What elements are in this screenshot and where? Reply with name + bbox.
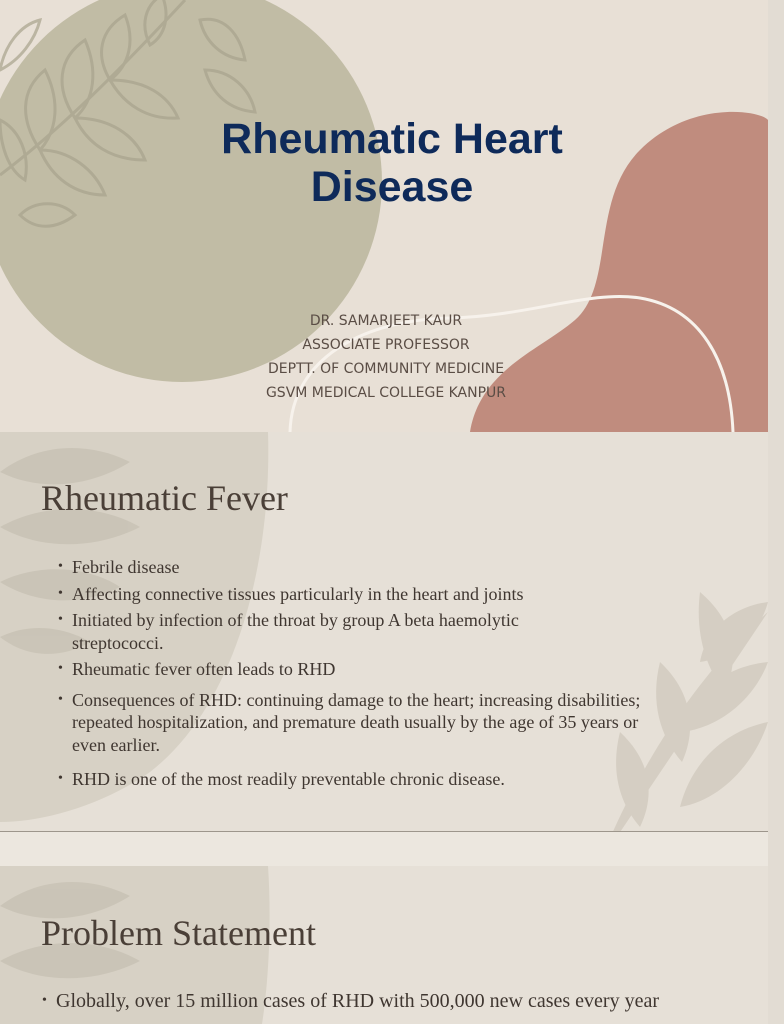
bullet-item: • Initiated by infection of the throat by group A beta haemolytic streptococci. [58,609,602,654]
problem-statement-slide [0,866,768,1024]
slide3-title: Problem Statement [41,913,316,953]
slide2-bullet-list [58,556,688,791]
author-name: DR. SAMARJEET KAUR [309,313,463,329]
slide2-title: Rheumatic Fever [41,478,288,518]
author-department: DEPTT. OF COMMUNITY MEDICINE [267,361,505,377]
slide3-bullet-list [42,989,722,1013]
bullet-item: • Consequences of RHD: continuing damage to the heart; increasing disabilities; repeated hospitalization, and premature death usually by the age of 35 years or even earlier. [58,689,672,757]
slide-separator [0,831,768,832]
slide-gap [0,832,768,866]
author-college: GSVM MEDICAL COLLEGE KANPUR [265,385,507,401]
bullet-item: • RHD is one of the most readily preventable chronic disease. [58,768,688,791]
author-block [0,309,772,405]
author-position: ASSOCIATE PROFESSOR [302,337,470,353]
presentation-title: Rheumatic Heart Disease [221,115,563,211]
rheumatic-fever-slide [0,432,768,832]
bullet-item: • Febrile disease [58,556,688,579]
bullet-item: • Affecting connective tissues particularly in the heart and joints [58,583,688,606]
title-slide [0,0,768,432]
bullet-item: • Rheumatic fever often leads to RHD [58,658,688,681]
bullet-item: • Globally, over 15 million cases of RHD with 500,000 new cases every year [42,989,722,1013]
